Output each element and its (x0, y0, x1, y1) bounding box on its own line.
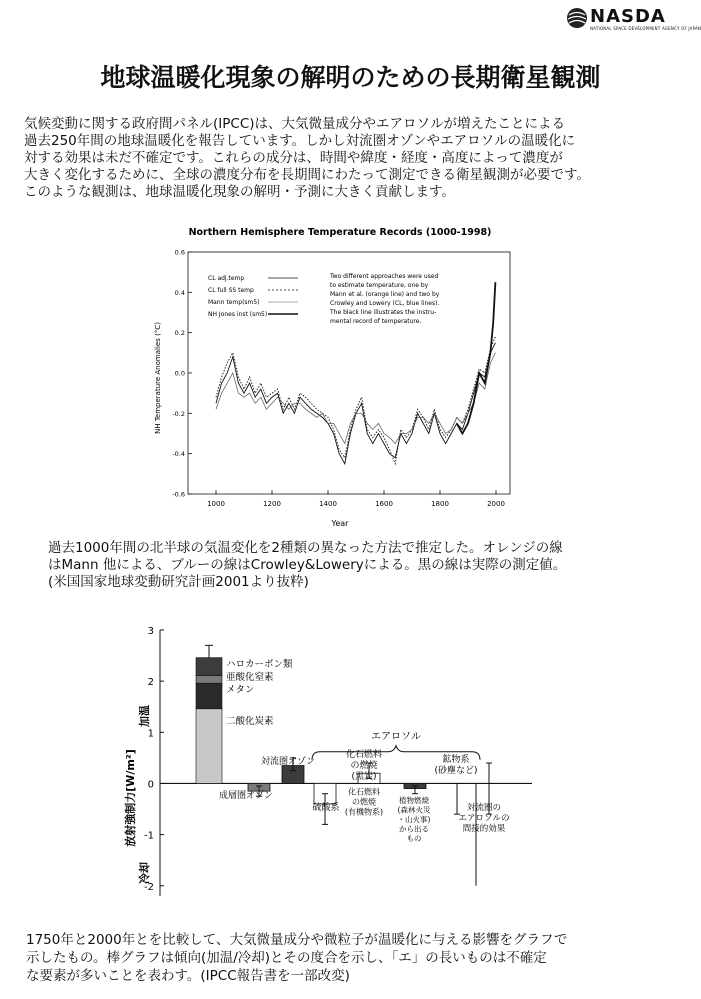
annotation-line: mental record of temperature. (330, 318, 422, 325)
intro-line: このような観測は、地球温暖化現象の解明・予測に大きく貢献します。 (24, 184, 455, 200)
stacked-bar-segment (196, 683, 222, 709)
y-tick-label: 0 (147, 779, 154, 791)
x-tick-label: 1400 (319, 500, 337, 508)
y-axis-label: NH Temperature Anomalies (°C) (154, 322, 162, 434)
aerosol-group-label: エアロソル (371, 731, 421, 743)
stacked-bar-segment (196, 658, 222, 676)
y-tick-label: 3 (147, 626, 154, 637)
bar-label: (有機物系) (344, 807, 384, 817)
bar-label: もの (406, 833, 422, 843)
page-title: 地球温暖化現象の解明のための長期衛星観測 (100, 63, 601, 92)
legend-label: NH Jones inst (sm5) (208, 311, 268, 318)
caption-line: 示したもの。棒グラフは傾向(加温/冷却)とその度合を示し、「エ」の長いものは不確定 (26, 950, 547, 966)
y-tick-label: -0.2 (172, 409, 185, 418)
bar-label: の燃焼 (352, 797, 376, 807)
annotation-line: to estimate temperature, one by (330, 282, 429, 289)
y-tick-label: 0.2 (174, 329, 185, 338)
caption-line: 過去1000年間の北半球の気温変化を2種類の異なった方法で推定した。オレンジの線 (48, 540, 563, 556)
y-axis-label-cooling: 冷却 (138, 862, 151, 884)
bar-label: の燃焼 (350, 760, 378, 771)
bar-label: 成層圏オゾン (218, 790, 274, 801)
bar-label: 対流圏オゾン (260, 757, 316, 768)
x-axis-label: Year (331, 519, 349, 528)
stacked-label: 二酸化炭素 (226, 716, 274, 728)
bar-label: 化石燃料 (345, 749, 383, 760)
y-tick-label: -0.6 (172, 490, 185, 499)
stacked-label: ハロカーボン類 (226, 658, 293, 670)
nasda-globe-icon (566, 7, 588, 29)
y-tick-label: -0.4 (172, 450, 185, 459)
bar-label: エアロソルの (458, 813, 510, 824)
intro-line: 大きく変化するために、全球の濃度分布を長期間にわたって測定できる衛星観測が必要です。 (24, 167, 590, 183)
series-line (457, 282, 496, 433)
bar-label: 化石燃料 (348, 787, 380, 797)
intro-line: 対する効果は未だ不確定です。これらの成分は、時間や緯度・経度・高度によって濃度が (24, 150, 563, 166)
y-tick-label: 0.6 (174, 248, 185, 257)
legend-label: Mann temp(sm5) (208, 299, 260, 306)
caption-line: 1750年と2000年とを比較して、大気微量成分や微粒子が温暖化に与える影響をグラフで (26, 932, 568, 948)
caption-line: はMann 他による、ブルーの線はCrowley&Loweryによる。黒の線は実際の測定値。 (48, 557, 567, 573)
x-tick-label: 2000 (487, 500, 505, 508)
bar-label: (砂塵など) (434, 765, 478, 776)
annotation-line: Crowley and Lowery (CL, blue lines). (330, 300, 440, 307)
bar-label: (森林火災 (397, 805, 431, 815)
y-tick-label: -2 (144, 881, 154, 893)
x-tick-label: 1200 (263, 500, 281, 508)
annotation-line: Two different approaches were used (330, 273, 439, 280)
stacked-bar-segment (196, 709, 222, 784)
stacked-label: メタン (226, 684, 255, 696)
chart-annotation (329, 273, 440, 325)
bar-label: 鉱物系 (442, 754, 470, 765)
chart-title: Northern Hemisphere Temperature Records (1000-1998) (188, 227, 492, 238)
stacked-label: 亜酸化窒素 (226, 672, 274, 684)
bar-label: 間接的効果 (462, 824, 506, 835)
annotation-line: Mann et al. (orange line) and two by (330, 291, 440, 298)
y-tick-label: 0.4 (174, 288, 185, 297)
intro-line: 気候変動に関する政府間パネル(IPCC)は、大気微量成分やエアロソルが増えたことによる (24, 116, 566, 132)
y-tick-label: 0.0 (174, 369, 185, 378)
caption-line: な要素が多いことを表わす。(IPCC報告書を一部改変) (26, 968, 350, 984)
bar-label: (黒炭) (351, 771, 377, 782)
nasda-logo (566, 6, 701, 34)
x-tick-label: 1600 (375, 500, 393, 508)
y-tick-label: 1 (147, 728, 154, 740)
bar-label: 硫酸系 (312, 803, 340, 814)
x-tick-label: 1000 (207, 500, 225, 508)
x-tick-label: 1800 (431, 500, 449, 508)
stacked-bar-segment (196, 676, 222, 684)
bar-label: ・山火事) (397, 814, 431, 824)
legend-label: CL adj.temp (208, 275, 245, 282)
bar-label: から出る (399, 824, 429, 834)
radiative-forcing-chart (120, 618, 540, 918)
bar-label: 植物燃焼 (399, 795, 429, 805)
y-axis-label-forcing: 放射強制力[W/m²] (124, 749, 137, 847)
caption-line: (米国国家地球変動研究計画2001より抜粋) (48, 574, 309, 590)
legend-label: CL full SS temp (208, 287, 254, 294)
chart-legend (208, 275, 298, 318)
y-tick-label: 2 (147, 677, 154, 689)
intro-line: 過去250年間の地球温暖化を報告しています。しかし対流圏オゾンやエアロソルの温暖化に (24, 133, 576, 149)
bar-label: 対流圏の (466, 803, 502, 814)
logo-text: NASDA (590, 6, 666, 27)
y-axis-label-warming: 加温 (138, 705, 151, 727)
annotation-line: The black line illustrates the instru- (330, 309, 437, 316)
y-tick-label: -1 (144, 830, 154, 842)
temperature-chart (150, 218, 530, 538)
series-line (216, 343, 495, 464)
logo-subtext: NATIONAL SPACE DEVELOPMENT AGENCY OF JAPAN (590, 26, 701, 31)
